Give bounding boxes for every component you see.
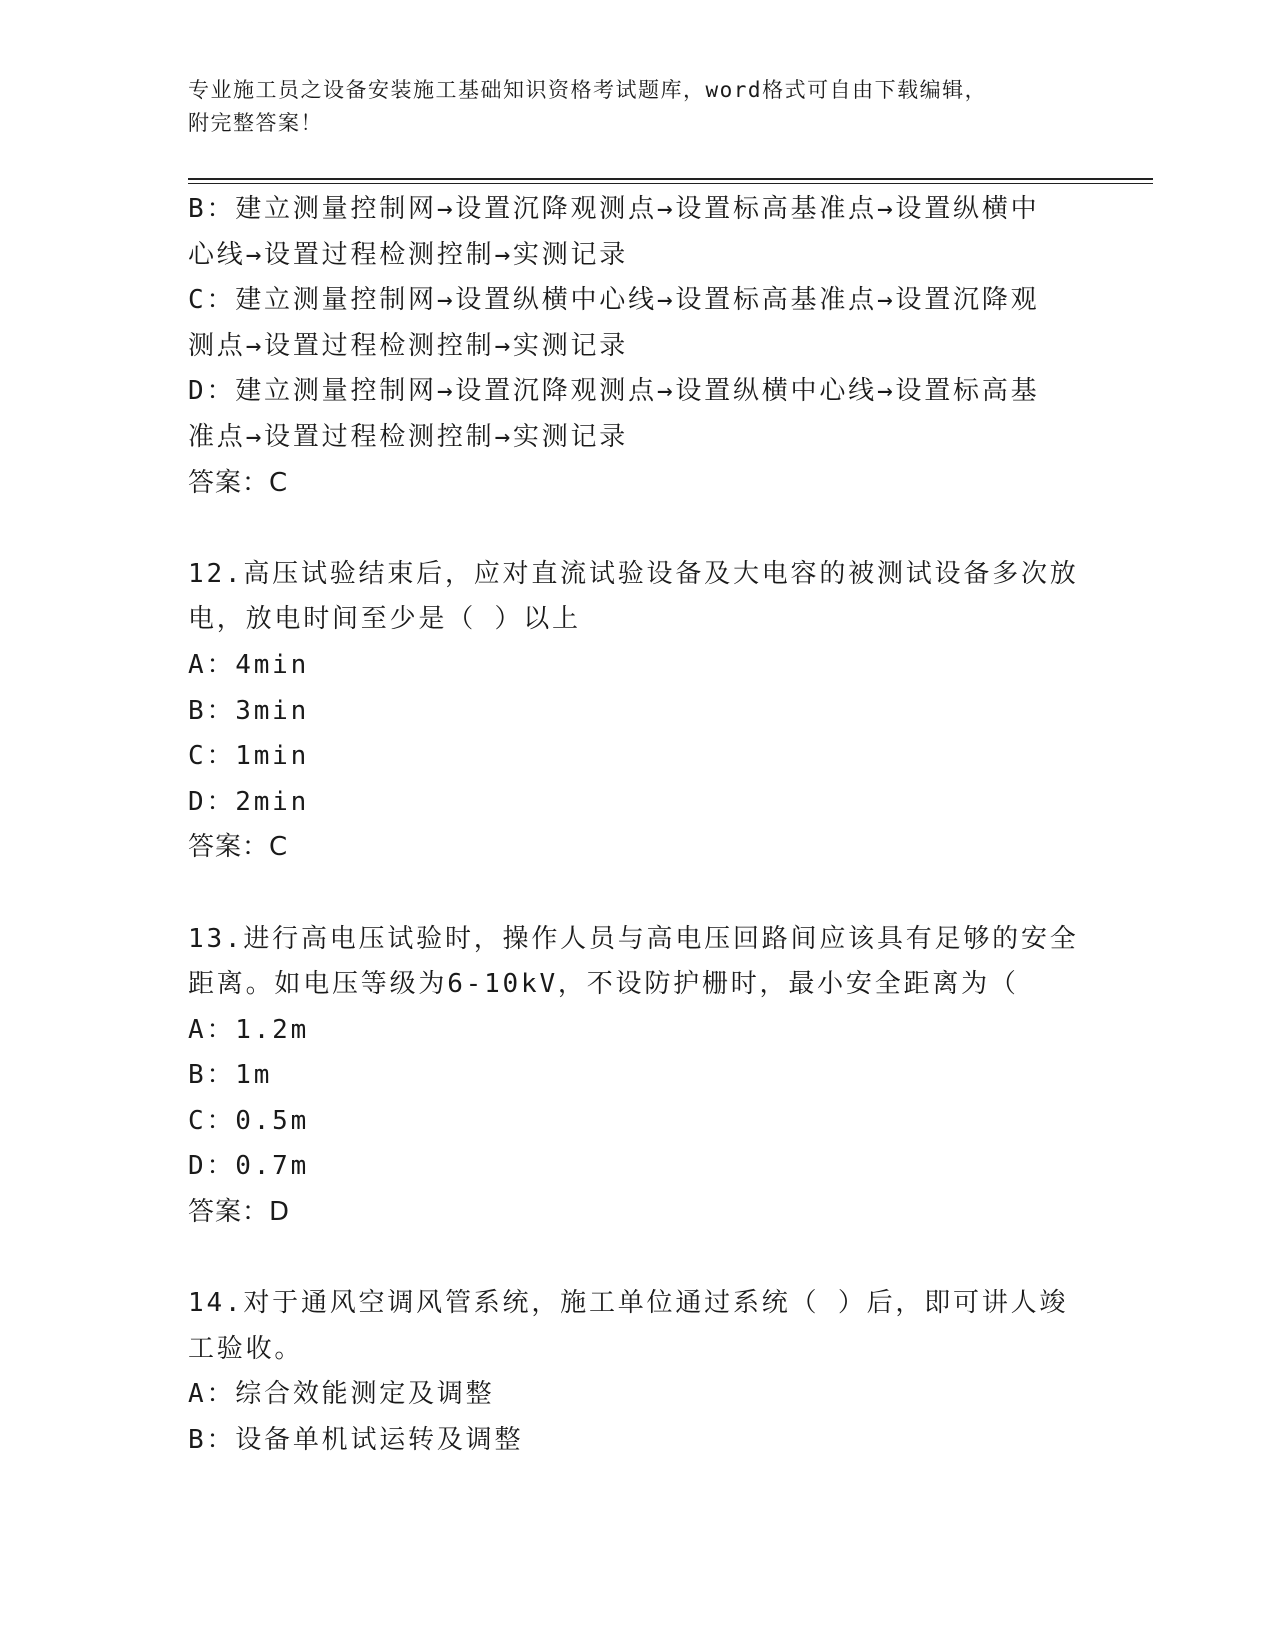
question-stem-line-1: 14.对于通风空调风管系统，施工单位通过系统（ ）后，即可讲人竣 (188, 1288, 1069, 1319)
question-stem-line-2: 电，放电时间至少是（ ）以上 (188, 604, 581, 635)
answer: 答案：D (188, 1197, 291, 1228)
question-14 (188, 1281, 1088, 1463)
option-c: C：1min (188, 741, 310, 772)
option-a: A：综合效能测定及调整 (188, 1379, 495, 1410)
option-c: C：0.5m (188, 1105, 310, 1136)
question-content (188, 187, 1088, 1464)
question-12 (188, 552, 1088, 871)
option-b-line-1: B：建立测量控制网→设置沉降观测点→设置标高基准点→设置纵横中 (188, 194, 1040, 224)
option-d: D：0.7m (188, 1151, 310, 1182)
document-header (188, 74, 1048, 140)
spacer (188, 871, 1088, 917)
option-b: B：3min (188, 695, 310, 726)
option-b: B：1m (188, 1060, 273, 1091)
question-stem-line-2: 距离。如电压等级为6-10kV，不设防护栅时，最小安全距离为（ (188, 969, 1019, 1000)
header-line-1: 专业施工员之设备安装施工基础知识资格考试题库，word格式可自由下载编辑， (188, 78, 988, 102)
answer: 答案：C (188, 832, 289, 863)
option-c-line-1: C：建立测量控制网→设置纵横中心线→设置标高基准点→设置沉降观 (188, 285, 1040, 316)
option-a: A：1.2m (188, 1014, 310, 1045)
question-stem-line-1: 12.高压试验结束后，应对直流试验设备及大电容的被测试设备多次放 (188, 558, 1079, 589)
question-stem-line-1: 13.进行高电压试验时，操作人员与高电压回路间应该具有足够的安全 (188, 923, 1079, 954)
option-d: D：2min (188, 786, 310, 817)
question-13 (188, 917, 1088, 1236)
option-b-line-2: 心线→设置过程检测控制→实测记录 (188, 239, 629, 270)
option-b: B：设备单机试运转及调整 (188, 1425, 524, 1456)
option-d-line-1: D：建立测量控制网→设置沉降观测点→设置纵横中心线→设置标高基 (188, 376, 1040, 407)
spacer (188, 506, 1088, 552)
header-line-2: 附完整答案！ (188, 111, 323, 135)
header-rule-thin (188, 183, 1153, 184)
option-d-line-2: 准点→设置过程检测控制→实测记录 (188, 421, 629, 452)
header-rule-thick (188, 178, 1153, 180)
spacer (188, 1236, 1088, 1282)
option-a: A：4min (188, 649, 310, 680)
answer: 答案：C (188, 467, 289, 498)
question-stem-line-2: 工验收。 (188, 1333, 304, 1364)
question-11-continued (188, 187, 1088, 506)
option-c-line-2: 测点→设置过程检测控制→实测记录 (188, 330, 629, 361)
